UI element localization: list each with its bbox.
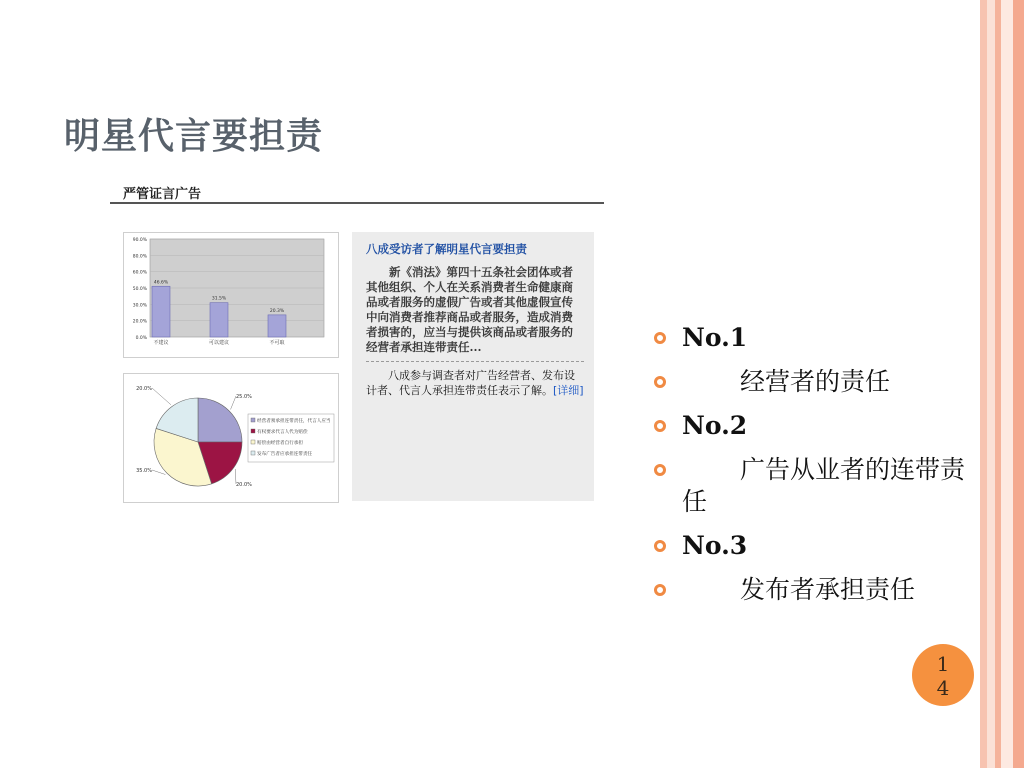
slide-title: 明星代言要担责 bbox=[64, 116, 324, 157]
figure-heading: 严管证言广告 bbox=[123, 187, 202, 202]
y-tick-label: 50.0% bbox=[132, 287, 147, 292]
bullet-item bbox=[650, 454, 980, 518]
bullet-item bbox=[650, 410, 980, 442]
bullet-item bbox=[650, 574, 980, 606]
y-tick-label: 60.0% bbox=[132, 270, 147, 276]
bar-可以建议 bbox=[210, 303, 228, 337]
edge-stripe bbox=[1001, 0, 1013, 768]
bullet-text: 发布者承担责任 bbox=[740, 575, 916, 604]
details-link[interactable]: [详细] bbox=[553, 384, 584, 397]
x-tick-label: 可以建议 bbox=[208, 340, 230, 346]
edge-stripe bbox=[987, 0, 995, 768]
figure-divider bbox=[110, 202, 604, 204]
bullet-text: No.2 bbox=[682, 411, 748, 440]
bullet-marker-icon bbox=[654, 584, 666, 596]
bullet-marker-icon bbox=[654, 376, 666, 388]
x-tick-label: 不建议 bbox=[153, 340, 169, 346]
pie-chart bbox=[124, 374, 338, 502]
y-tick-label: 0.0% bbox=[135, 336, 147, 341]
legend-entry: 发布广告者应承担连带责任 bbox=[257, 452, 313, 457]
page-number-badge bbox=[912, 644, 974, 706]
bar-chart-panel bbox=[123, 232, 339, 358]
bar-不建议 bbox=[152, 286, 170, 337]
x-tick-label: 不可取 bbox=[269, 340, 285, 346]
legend-swatch bbox=[251, 418, 255, 422]
y-tick-label: 80.0% bbox=[132, 254, 147, 260]
edge-stripe bbox=[1013, 0, 1024, 768]
pie-slice-label: 20.0% bbox=[136, 386, 152, 392]
panel-survey bbox=[366, 368, 584, 398]
bullet-marker-icon bbox=[654, 540, 666, 552]
page-number-digit: 1 bbox=[936, 652, 950, 676]
edge-stripe bbox=[980, 0, 987, 768]
bar-value-label: 46.6% bbox=[153, 280, 169, 286]
bar-value-label: 31.5% bbox=[211, 296, 227, 302]
legend-swatch bbox=[251, 440, 255, 444]
bar-chart bbox=[124, 233, 338, 357]
bar-value-label: 20.3% bbox=[269, 308, 285, 314]
legend-swatch bbox=[251, 451, 255, 455]
bullet-marker-icon bbox=[654, 464, 666, 476]
bullet-marker-icon bbox=[654, 332, 666, 344]
news-text-panel bbox=[352, 232, 594, 501]
bullet-text: No.1 bbox=[682, 323, 748, 352]
pie-leader-line bbox=[152, 470, 165, 475]
legend-entry: 赔偿由经营者自行承担 bbox=[257, 441, 303, 446]
y-tick-label: 30.0% bbox=[132, 303, 147, 309]
y-tick-label: 20.0% bbox=[132, 319, 147, 325]
pie-slice-label: 25.0% bbox=[236, 394, 252, 400]
bullet-list bbox=[650, 322, 980, 618]
bullet-item bbox=[650, 366, 980, 398]
legend-entry: 经营者须承担连带责任，代言人应当 bbox=[257, 419, 331, 424]
y-tick-label: 90.0% bbox=[132, 238, 147, 243]
embedded-news-figure bbox=[110, 180, 610, 510]
legend-entry: 有权要求代言人代为赔偿 bbox=[257, 430, 308, 435]
pie-slice-label: 35.0% bbox=[136, 468, 152, 474]
pie-slice bbox=[198, 398, 242, 442]
page-number-digit: 4 bbox=[936, 676, 950, 700]
panel-body: 新《消法》第四十五条社会团体或者其他组织、个人在关系消费者生命健康商品或者服务的虚假广告或者其他虚假宣传中向消费者推荐商品或者服务，造成消费者损害的，应当与提供该商品或者服务的经营者承担连带责任... bbox=[366, 265, 573, 354]
bullet-text: 广告从业者的连带责任 bbox=[682, 455, 966, 516]
bullet-text: No.3 bbox=[682, 531, 748, 560]
bullet-marker-icon bbox=[654, 420, 666, 432]
pie-chart-panel bbox=[123, 373, 339, 503]
bullet-item bbox=[650, 530, 980, 562]
panel-title: 八成受访者了解明星代言要担责 bbox=[366, 242, 527, 256]
panel-survey-text: 八成参与调查者对广告经营者、发布设计者、代言人承担连带责任表示了解。 bbox=[366, 369, 575, 397]
decorative-edge-stripes bbox=[980, 0, 1024, 768]
legend-swatch bbox=[251, 429, 255, 433]
panel-divider bbox=[366, 361, 584, 362]
bar-不可取 bbox=[268, 315, 286, 337]
pie-leader-line bbox=[152, 388, 171, 405]
bullet-item bbox=[650, 322, 980, 354]
bullet-text: 经营者的责任 bbox=[740, 367, 891, 396]
pie-slice-label: 20.0% bbox=[236, 482, 252, 488]
